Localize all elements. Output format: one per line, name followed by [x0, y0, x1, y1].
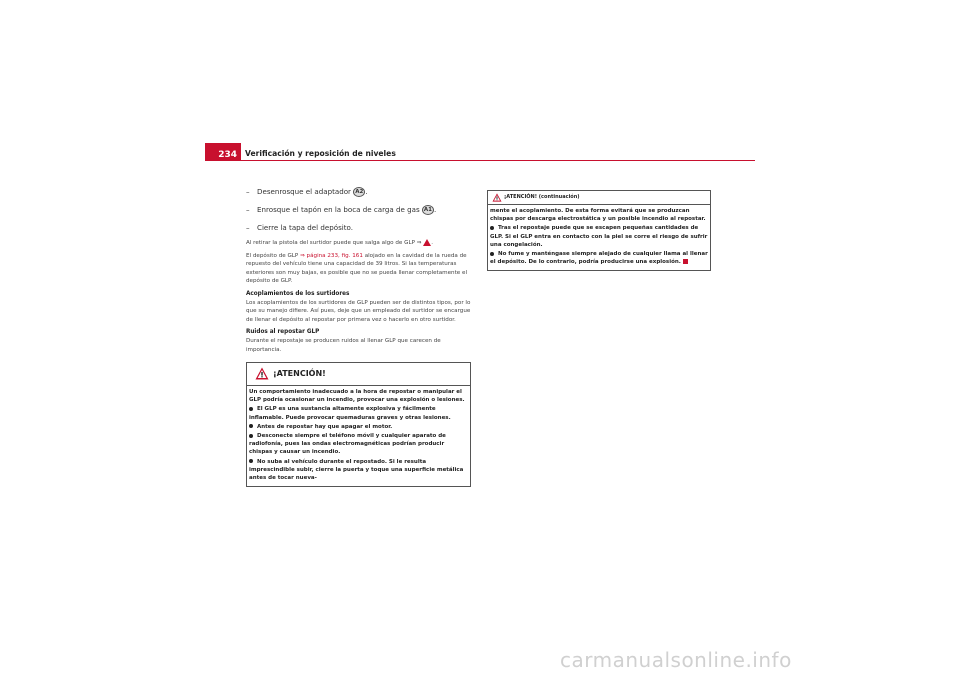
warning-intro: Un comportamiento inadecuado a la hora de repostar o manipular el GLP podría ocasionar un incendio, provocar una explosión o lesiones. [249, 389, 465, 404]
warning-body [247, 386, 470, 486]
warning-bullet [490, 250, 708, 266]
bullet-text: No suba al vehículo durante el repostado. Si le resulta imprescindible subir, cierre la puerta y toque una superficie metálica antes de tocar nueva- [249, 458, 464, 482]
noise-text: Durante el repostaje se producen ruidos al llenar GLP que carecen de importancia. [246, 338, 441, 353]
bullet-text: Desconecte siempre el teléfono móvil y cualquier aparato de radiofonía, pues las ondas electromagnéticas podrían producir chispas y causar un incendio. [249, 433, 446, 456]
deposit-pre: El depósito de GLP [246, 252, 301, 259]
right-column [487, 190, 711, 271]
page-header [205, 143, 755, 161]
bullet-icon [249, 407, 253, 411]
warning-triangle-icon [492, 193, 502, 202]
bullet-icon [249, 434, 253, 438]
coupling-text: Los acoplamientos de los surtidores de GLP pueden ser de distintos tipos, por lo que su manejo difiere. Así pues, deje que un empleado del surtidor se encargue de llenar el depósito al repostar por primera vez o hacerlo en otro surtidor. [246, 299, 471, 323]
watermark: carmanualsonline.info [560, 648, 792, 672]
bullet-icon [490, 252, 494, 256]
step-dash: – [246, 187, 250, 196]
pistol-note-end: . [431, 240, 433, 246]
bullet-text: No fume y manténgase siempre alejado de cualquier llama al llenar el depósito. De lo contrario, podría producirse una explosión. [490, 251, 708, 266]
pistol-note-text: Al retirar la pistola del surtidor puede que salga algo de GLP ⇒ [246, 240, 422, 246]
warning-header [247, 363, 470, 386]
bullet-text: El GLP es una sustancia altamente explosiva y fácilmente inflamable. Puede provocar quemaduras graves y otras lesiones. [249, 406, 451, 421]
page-number: 234 [205, 143, 241, 161]
deposit-paragraph [246, 252, 471, 286]
step-dash: – [246, 205, 250, 214]
left-column [246, 186, 471, 487]
warning-continued-body [488, 205, 710, 270]
step-dash: – [246, 223, 250, 232]
step-item [246, 222, 471, 234]
warning-title: ¡ATENCIÓN! [273, 369, 326, 378]
warning-bullet [249, 432, 468, 457]
warning-continued-intro: mente el acoplamiento. De esta forma evitará que se produzcan chispas por descarga electrostática y un posible incendio al repostar. [490, 208, 706, 223]
end-square-icon [683, 259, 688, 264]
callout-marker: A1 [423, 207, 432, 213]
bullet-icon [249, 424, 253, 428]
deposit-post: alojado en la cavidad de la rueda de repuesto del vehículo tiene una capacidad de 39 litros. Si las temperaturas exteriores son muy bajas, es posible que no se pueda llenar completamente el depósito de GLP. [246, 252, 467, 284]
chapter-title: Verificación y reposición de niveles [245, 149, 396, 158]
noise-heading: Ruidos al repostar GLP [246, 329, 320, 335]
coupling-heading: Acoplamientos de los surtidores [246, 290, 350, 297]
warning-bullet [249, 405, 468, 421]
warning-bullet [249, 458, 468, 483]
bullet-text: Antes de repostar hay que apagar el motor. [257, 423, 393, 430]
warning-box [246, 362, 471, 487]
step-item [246, 186, 471, 198]
header-rule [241, 160, 755, 161]
bullet-icon [249, 459, 253, 463]
step-punct: . [365, 187, 368, 196]
step-text: Enrosque el tapón en la boca de carga de gas [257, 205, 420, 214]
warning-continued-header [488, 191, 710, 205]
warning-continued-title: ¡ATENCIÓN! (continuación) [504, 194, 580, 200]
warning-continued-box [487, 190, 711, 271]
bullet-icon [490, 226, 494, 230]
warning-bullet [490, 224, 708, 249]
callout-marker: A2 [355, 189, 364, 195]
step-item [246, 204, 471, 216]
bullet-text: Tras el repostaje puede que se escapen pequeñas cantidades de GLP. Si el GLP entra en contacto con la piel se corre el riesgo de sufrir una congelación. [490, 225, 708, 248]
warning-triangle-icon [423, 239, 431, 246]
step-text: Desenrosque el adaptador [257, 187, 351, 196]
page-reference-link[interactable]: ⇒ página 233, fig. 161 [300, 252, 363, 259]
warning-triangle-icon [255, 367, 269, 380]
warning-bullet [249, 423, 468, 431]
step-punct: . [433, 205, 437, 214]
step-text: Cierre la tapa del depósito. [257, 223, 353, 232]
pistol-note [246, 239, 471, 248]
